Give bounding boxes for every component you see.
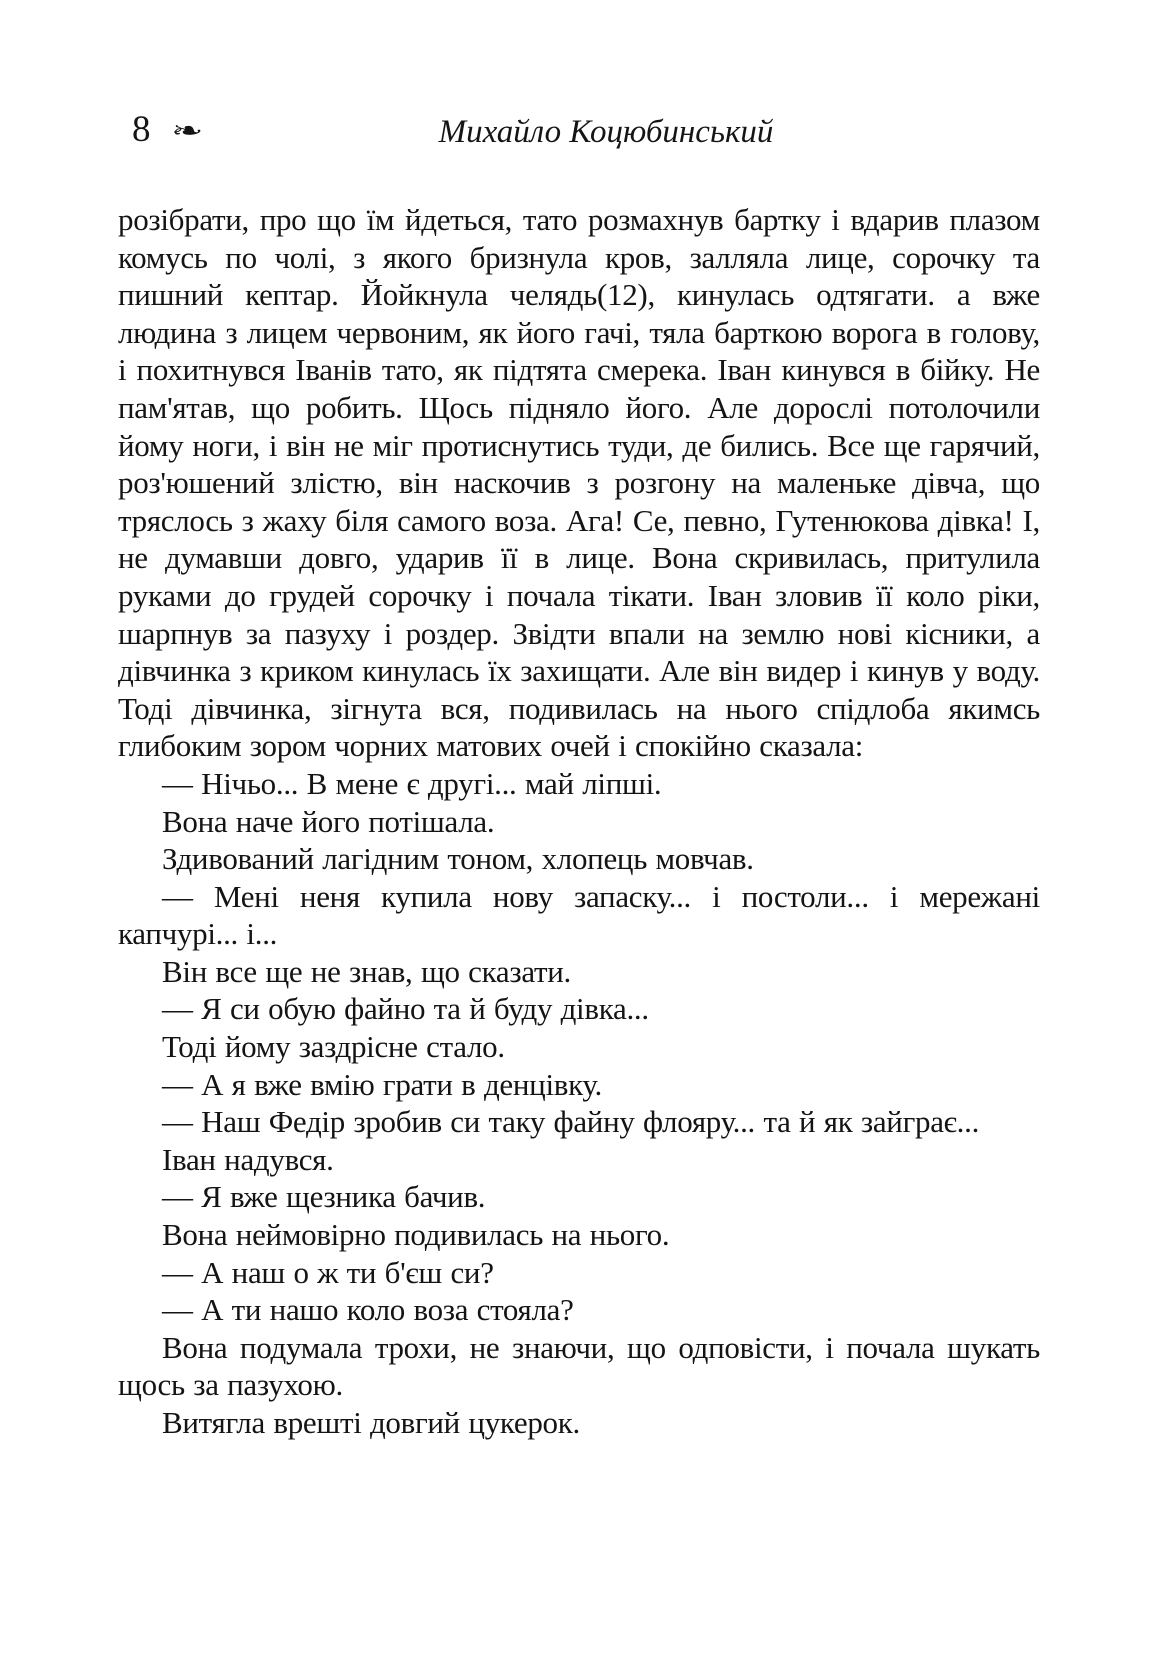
body-paragraph: Витягла врешті довгий цукерок.: [162, 1405, 580, 1440]
body-paragraph: Тоді йому заздрісне стало.: [162, 1029, 505, 1065]
body-paragraph: Іван надувся.: [162, 1141, 334, 1177]
text-block: [118, 201, 1040, 1442]
dialogue-line: — Наш Федір зробив си таку файну флояру... та й як зайграє...: [162, 1104, 980, 1140]
fleuron-icon: ❧: [170, 116, 203, 145]
page-number-group: [132, 108, 203, 152]
dialogue-line: — А ти нашо коло воза стояла?: [162, 1292, 574, 1328]
dialogue-line: — А я вже вмію грати в денцівку.: [162, 1066, 602, 1102]
body-paragraph: Він все ще не знав, що сказати.: [162, 953, 571, 989]
body-paragraph: Вона наче його потішала.: [162, 803, 495, 839]
dialogue-line: — А наш о ж ти б'єш си?: [162, 1254, 494, 1290]
body-paragraph: розібрати, про що їм йдеться, тато розмахнув бартку і вдарив плазом комусь по чолі, з якого бризнула кров, залляла лице, сорочку та пишний кептар. Йойкнула челядь(12), кинулась одтягати. а вже людина з лицем червоним, як його гачі, тяла барткою ворога в голову, і похитнувся Іванів тато, як підтята смерека. Іван кинувся в бійку. Не пам'ятав, що робить. Щось підняло його. Але дорослі потолочили йому ноги, і він не міг протиснутись туди, де бились. Все ще гарячий, роз'юшений злістю, він наскочив з розгону на маленьке дівча, що тряслось з жаху біля самого воза. Ага! Се, певно, Гутенюкова дівка! І, не думавши довго, ударив її в лице. Вона скривилась, притулила руками до грудей сорочку і почала тікати. Іван зловив її коло ріки, шарпнув за пазуху і роздер. Звідти впали на землю нові кісники, а дівчинка з криком кинулась їх захищати. Але він видер і кинув у воду. Тоді дівчинка, зігнута вся, подивилась на нього спідлоба якимсь глибоким зором чорних матових очей і спокійно сказала:: [118, 202, 1040, 764]
body-paragraph: Вона неймовірно подивилась на нього.: [162, 1217, 670, 1253]
dialogue-line: — Я си обую файно та й буду дівка...: [162, 991, 649, 1027]
page-number: 8: [132, 109, 151, 150]
dialogue-line: — Я вже щезника бачив.: [162, 1179, 486, 1215]
body-paragraph: Здивований лагідним тоном, хлопець мовчав.: [162, 841, 754, 877]
page-header: [118, 108, 1040, 156]
dialogue-line: — Мені неня купила нову запаску... і постоли... і мережані капчурі... і...: [118, 878, 1040, 952]
body-paragraph: Вона подумала трохи, не знаючи, що одповісти, і почала шукать щось за пазухою.: [118, 1329, 1040, 1403]
dialogue-line: — Нічьо... В мене є другі... май ліпші.: [162, 765, 662, 801]
running-title-author: Михайло Коцюбинський: [438, 114, 774, 150]
